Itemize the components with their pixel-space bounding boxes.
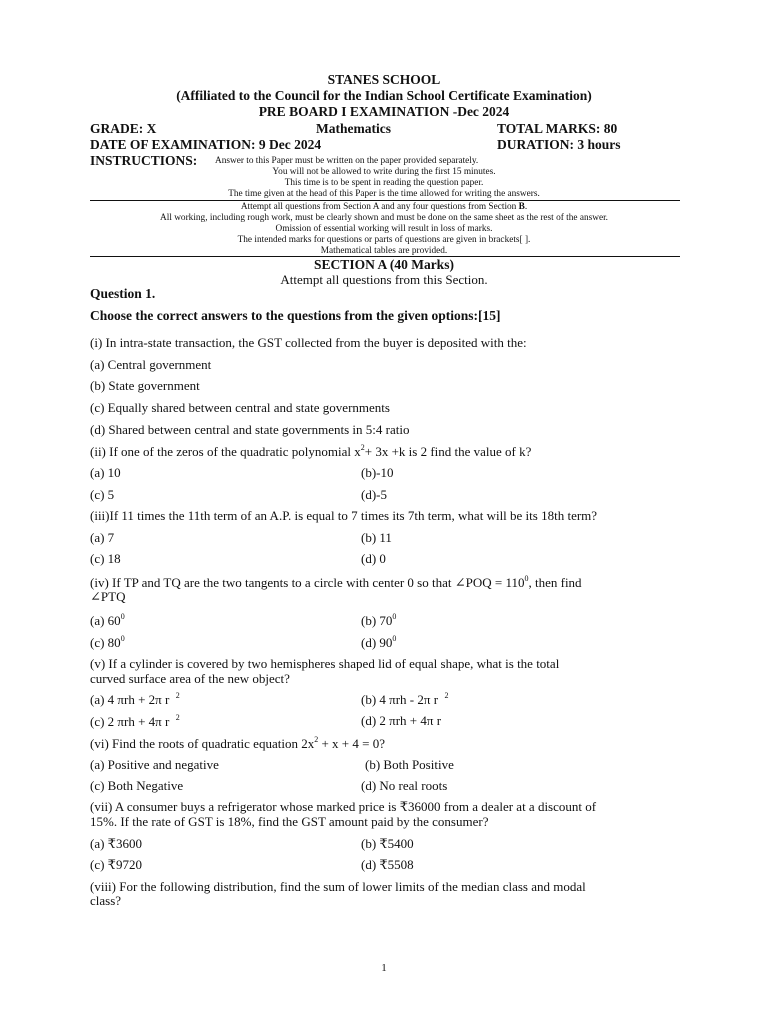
question-label: Question 1.	[90, 286, 156, 301]
option-iv-b: (b) $70^0$	[361, 612, 397, 628]
option-vi-a: (a) Positive and negative	[90, 757, 219, 772]
question-iii: (iii)If 11 times the 11th term of an A.P. is equal to 7 times its 7th term, what will be its 18th term?	[90, 508, 598, 523]
question-vii-line2: 15%. If the rate of GST is 18%, find the GST amount paid by the consumer?	[90, 814, 489, 829]
instruction-7: Omission of essential working will result in loss of marks.	[275, 224, 493, 234]
question-v-line2: curved surface area of the new object?	[90, 671, 290, 686]
instruction-1: Answer to this Paper must be written on the paper provided separately.	[215, 156, 479, 166]
option-iii-b: (b) 11	[361, 530, 392, 545]
instruction-8: The intended marks for questions or parts of questions are given in brackets[ ].	[237, 235, 531, 245]
instruction-9: Mathematical tables are provided.	[320, 246, 448, 256]
question-vii-line1: (vii) A consumer buys a refrigerator whose marked price is ₹36000 from a dealer at a discount of	[90, 799, 597, 814]
option-iv-a: (a) $60^0$	[90, 612, 125, 628]
question-viii-line1: (viii) For the following distribution, find the sum of lower limits of the median class and modal	[90, 879, 586, 894]
option-ii-d: (d)-5	[361, 487, 387, 502]
option-iv-c: (c) $80^0$	[90, 634, 125, 650]
section-title: SECTION A (40 Marks)	[314, 257, 454, 272]
school-name: STANES SCHOOL	[327, 72, 441, 87]
affiliation: (Affiliated to the Council for the Indian School Certificate Examination)	[176, 88, 592, 103]
option-iii-d: (d) 0	[361, 551, 386, 566]
exam-title: PRE BOARD I EXAMINATION -Dec 2024	[258, 104, 510, 119]
instruction-5: Attempt all questions from Section A and any four questions from Section B.	[240, 202, 528, 212]
option-vii-b: (b) ₹5400	[361, 836, 414, 851]
grade: GRADE: X	[90, 121, 157, 136]
option-i-c: (c) Equally shared between central and state governments	[90, 400, 390, 415]
question-ii: (ii) If one of the zeros of the quadratic polynomial $x^2+ 3x +k$ is 2 find the value of k?	[90, 443, 532, 459]
instruction-4: The time given at the head of this Paper is the time allowed for writing the answers.	[228, 189, 540, 199]
option-ii-a: (a) 10	[90, 465, 121, 480]
option-vii-a: (a) ₹3600	[90, 836, 142, 851]
option-v-b: (b) 4 πrh - 2π r $^2$	[361, 691, 449, 707]
option-ii-c: (c) 5	[90, 487, 115, 502]
option-vii-d: (d) ₹5508	[361, 857, 414, 872]
instruction-3: This time is to be spent in reading the question paper.	[284, 178, 484, 188]
option-iii-a: (a) 7	[90, 530, 115, 545]
section-subtitle: Attempt all questions from this Section.	[280, 272, 488, 287]
instruction-6: All working, including rough work, must be clearly shown and must be done on the same sheet as the rest of the answer.	[160, 213, 608, 223]
option-iii-c: (c) 18	[90, 551, 121, 566]
subject: Mathematics	[316, 121, 391, 136]
instructions-label: INSTRUCTIONS:	[90, 153, 198, 168]
page-number: 1	[381, 962, 387, 974]
option-vii-c: (c) ₹9720	[90, 857, 142, 872]
option-i-b: (b) State government	[90, 378, 200, 393]
instruction-2: You will not be allowed to write during the first 15 minutes.	[272, 167, 496, 177]
question-iv-line2: ∠PTQ	[90, 589, 126, 604]
option-v-a: (a) 4 πrh + 2π r $^2$	[90, 691, 180, 707]
question-i: (i) In intra-state transaction, the GST collected from the buyer is deposited with the:	[90, 335, 527, 350]
question-viii-line2: class?	[90, 893, 122, 908]
option-vi-b: (b) Both Positive	[365, 757, 454, 772]
option-i-a: (a) Central government	[90, 357, 212, 372]
duration: DURATION: 3 hours	[497, 137, 621, 152]
question-instruction: Choose the correct answers to the questions from the given options:[15]	[90, 308, 501, 323]
option-v-d: (d) 2 πrh + 4π r	[361, 713, 442, 728]
option-vi-c: (c) Both Negative	[90, 778, 184, 793]
option-v-c: (c) 2 πrh + 4π r $^2$	[90, 713, 180, 729]
question-vi: (vi) Find the roots of quadratic equation $2x^2 + x + 4 = 0$?	[90, 735, 385, 751]
option-i-d: (d) Shared between central and state governments in 5:4 ratio	[90, 422, 410, 437]
total-marks: TOTAL MARKS: 80	[497, 121, 618, 136]
option-vi-d: (d) No real roots	[361, 778, 448, 793]
exam-date: DATE OF EXAMINATION: 9 Dec 2024	[90, 137, 322, 152]
divider-top	[90, 200, 680, 201]
question-v-line1: (v) If a cylinder is covered by two hemispheres shaped lid of equal shape, what is the total	[90, 656, 560, 671]
option-iv-d: (d) $90^0$	[361, 634, 397, 650]
question-iv: (iv) If TP and TQ are the two tangents to a circle with center 0 so that ∠POQ = $110^0$, then find	[90, 574, 582, 590]
option-ii-b: (b)-10	[361, 465, 394, 480]
